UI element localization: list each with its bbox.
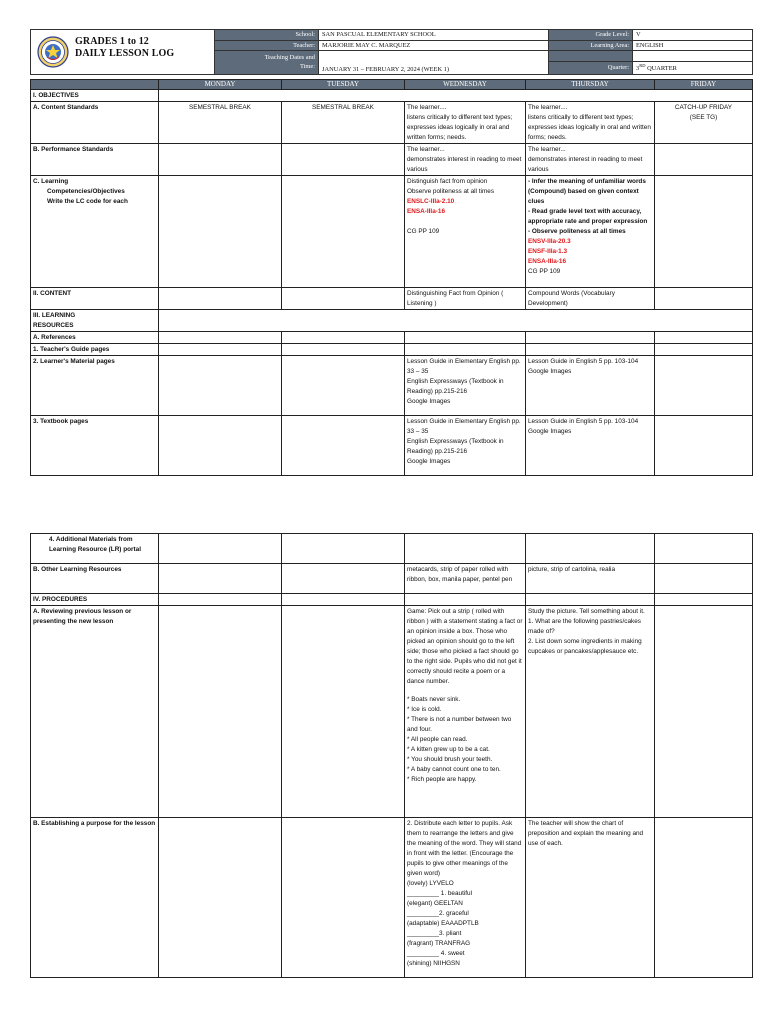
school-label: School: [215,30,319,41]
content-tuesday [282,288,405,310]
other-resources-label: B. Other Learning Resources [31,564,159,594]
or-friday [655,564,753,594]
content-label: II. CONTENT [31,288,159,310]
content-standards-friday: CATCH-UP FRIDAY (SEE TG) [655,102,753,144]
performance-standards-label: B. Performance Standards [31,144,159,176]
tg-monday [159,344,282,356]
performance-monday [159,144,282,176]
lesson-log-table-1 [30,79,753,476]
lc-code: ENSV-IIIa-20.3 [528,238,571,245]
dates-value: JANUARY 31 – FEBRUARY 2, 2024 (WEEK 1) [319,51,549,75]
performance-friday [655,144,753,176]
am-tuesday [282,534,405,564]
references-monday [159,332,282,344]
ep-monday [159,818,282,978]
learning-resources-span [159,310,753,332]
pr-friday [655,594,753,606]
references-friday [655,332,753,344]
ep-tuesday [282,818,405,978]
performance-standards-wednesday: The learner... demonstrates interest in reading to meet various [405,144,526,176]
textbook-thursday: Lesson Guide in English 5 pp. 103-104 Google Images [526,416,655,476]
learning-resources-label: III. LEARNING RESOURCES [31,310,159,332]
day-header-friday: FRIDAY [655,80,753,90]
lesson-log-table-2 [30,533,753,978]
procedures-label: IV. PROCEDURES [31,594,159,606]
document-title: GRADES 1 to 12 DAILY LESSON LOG [75,36,175,59]
performance-standards-thursday: The learner... demonstrates interest in reading to meet various [526,144,655,176]
textbook-wednesday: Lesson Guide in Elementary English pp. 33 – 35 English Expressways (Textbook in Reading) pp.215-216 Google Images [405,416,526,476]
am-friday [655,534,753,564]
lc-code: ENSLC-IIIa-2.10 [407,198,455,205]
lm-friday [655,356,753,416]
rv-friday [655,606,753,818]
other-resources-wednesday: metacards, strip of paper rolled with ribbon, box, manila paper, pentel pen [405,564,526,594]
pr-tuesday [282,594,405,606]
learners-material-thursday: Lesson Guide in English 5 pp. 103-104 Google Images [526,356,655,416]
tb-tuesday [282,416,405,476]
rv-monday [159,606,282,818]
tg-wednesday [405,344,526,356]
quarter-value: 3RD QUARTER [633,62,753,75]
grade-value: V [633,30,753,41]
teachers-guide-label: 1. Teacher's Guide pages [31,344,159,356]
tb-friday [655,416,753,476]
spacer-label [549,51,633,62]
content-thursday: Compound Words (Vocabulary Development) [526,288,655,310]
tb-monday [159,416,282,476]
am-thursday [526,534,655,564]
section-objectives: I. OBJECTIVES [31,90,159,102]
objectives-span [159,90,753,102]
lc-code: ENSA-IIIa-16 [528,258,567,265]
lc-code: ENSF-IIIa-1.3 [528,248,568,255]
content-standards-monday: SEMESTRAL BREAK [159,102,282,144]
pr-thursday [526,594,655,606]
content-standards-thursday: The learner.... listens critically to different text types; expresses ideas logically in oral and written forms; needs. [526,102,655,144]
establishing-purpose-thursday: The teacher will show the chart of preposition and explain the meaning and use of each. [526,818,655,978]
pr-monday [159,594,282,606]
references-label: A. References [31,332,159,344]
performance-tuesday [282,144,405,176]
textbook-pages-label: 3. Textbook pages [31,416,159,476]
teacher-value: MARJORIE MAY C. MARQUEZ [319,40,549,51]
spacer-value [633,51,753,62]
grade-label: Grade Level: [549,30,633,41]
references-thursday [526,332,655,344]
tg-thursday [526,344,655,356]
lm-monday [159,356,282,416]
other-resources-thursday: picture, strip of cartolina, realia [526,564,655,594]
header-title-cell [31,30,215,75]
pr-wednesday [405,594,526,606]
content-standards-label: A. Content Standards [31,102,159,144]
establishing-purpose-label: B. Establishing a purpose for the lesson [31,818,159,978]
content-standards-tuesday: SEMESTRAL BREAK [282,102,405,144]
rv-tuesday [282,606,405,818]
day-header-thursday: THURSDAY [526,80,655,90]
learners-material-wednesday: Lesson Guide in Elementary English pp. 33 – 35 English Expressways (Textbook in Reading) pp.215-216 Google Images [405,356,526,416]
content-monday [159,288,282,310]
ep-friday [655,818,753,978]
references-tuesday [282,332,405,344]
dates-label: Teaching Dates and Time: [215,51,319,75]
am-monday [159,534,282,564]
lc-code: ENSA-IIIa-16 [407,208,446,215]
lm-tuesday [282,356,405,416]
header-table [30,29,753,75]
day-header-tuesday: TUESDAY [282,80,405,90]
content-wednesday: Distinguishing Fact from Opinion ( Listening ) [405,288,526,310]
competencies-label: C. Learning Competencies/Objectives Write the LC code for each [31,176,159,288]
tg-friday [655,344,753,356]
teacher-label: Teacher: [215,40,319,51]
references-wednesday [405,332,526,344]
content-standards-wednesday: The learner.... listens critically to different text types; expresses ideas logically in oral and written forms; needs. [405,102,526,144]
day-header-wednesday: WEDNESDAY [405,80,526,90]
reviewing-thursday: Study the picture. Tell something about it. 1. What are the following pastries/cakes made of? 2. List down some ingredients in making cupcakes or pancakes/applesauce etc. [526,606,655,818]
competencies-wednesday: Distinguish fact from opinion Observe politeness at all times ENSLC-IIIa-2.10 ENSA-IIIa-16 CG PP 109 [405,176,526,288]
competencies-thursday: - Infer the meaning of unfamiliar words (Compound) based on given context clues - Read grade level text with accuracy, appropriate rate and proper expression - Observe politeness at all times ENSV-IIIa-20.3 ENSF-IIIa-1.3 ENSA-IIIa-16 CG PP 109 [526,176,655,288]
day-header-monday: MONDAY [159,80,282,90]
reviewing-lesson-label: A. Reviewing previous lesson or presenting the new lesson [31,606,159,818]
deped-seal-icon [37,36,69,68]
or-tuesday [282,564,405,594]
competencies-tuesday [282,176,405,288]
establishing-purpose-wednesday: 2. Distribute each letter to pupils. Ask them to rearrange the letters and give the meaning of the word. They will stand in front with the letter. (Encourage the pupils to give other meanings of the given word) (lovely) LYVELO _________ 1. beautiful (elegant) GEELTAN _________2. graceful (adaptable) EAAADPTLB _________3. pliant (fragrant) TRANFRAG _________ 4. sweet (shining) NIIHGSN [405,818,526,978]
area-value: ENGLISH [633,40,753,51]
learners-material-label: 2. Learner's Material pages [31,356,159,416]
quarter-label: Quarter: [549,62,633,75]
school-value: SAN PASCUAL ELEMENTARY SCHOOL [319,30,549,41]
reviewing-wednesday: Game: Pick out a strip ( rolled with ribbon ) with a statement stating a fact or an opinion inside a box. Those who picked an opinion should go to the left side; those who picked a fact should go to the right side. Pupils who did not get it correctly should recite a poem or a dance number. * Boats never sink. * Ice is cold. * There is not a number between two and four. * All people can read. * A kitten grew up to be a cat. * You should brush your teeth. * A baby cannot count one to ten. * Rich people are happy. [405,606,526,818]
area-label: Learning Area: [549,40,633,51]
competencies-friday [655,176,753,288]
additional-materials-label: 4. Additional Materials from Learning Resource (LR) portal [31,534,159,564]
or-monday [159,564,282,594]
corner-header [31,80,159,90]
content-friday [655,288,753,310]
tg-tuesday [282,344,405,356]
am-wednesday [405,534,526,564]
competencies-monday [159,176,282,288]
